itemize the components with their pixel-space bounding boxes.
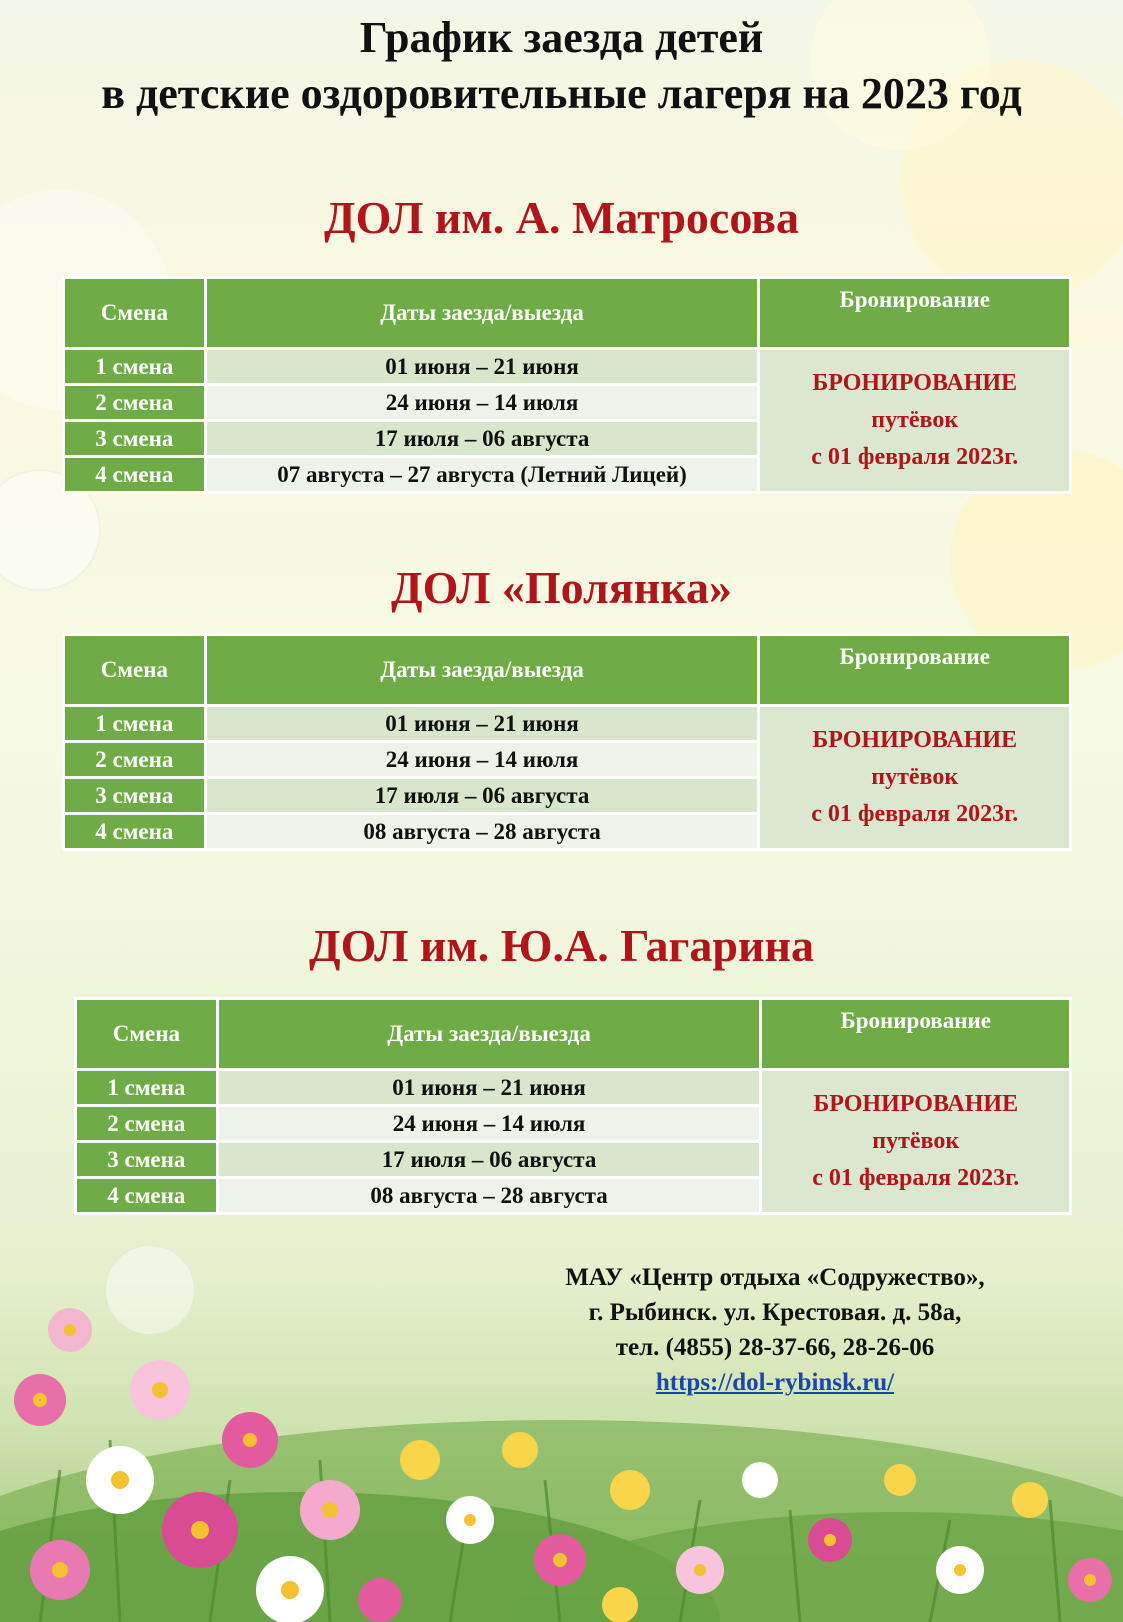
organization-phone: тел. (4855) 28-37-66, 28-26-06 bbox=[615, 1334, 935, 1361]
booking-info-cell bbox=[761, 1070, 1071, 1214]
shift-cell: 3 смена bbox=[76, 1142, 218, 1178]
booking-note-line-2: путёвок bbox=[871, 407, 959, 433]
table-row bbox=[64, 349, 1071, 385]
page-title-line-2: в детские оздоровительные лагеря на 2023 год bbox=[101, 69, 1022, 118]
shift-cell: 4 смена bbox=[64, 457, 206, 493]
column-header-dates: Даты заезда/выезда bbox=[205, 278, 759, 349]
column-header-shift: Смена bbox=[64, 635, 206, 706]
dates-cell: 17 июля – 06 августа bbox=[217, 1142, 761, 1178]
booking-info-cell bbox=[759, 349, 1071, 493]
dates-cell: 01 июня – 21 июня bbox=[205, 349, 759, 385]
camp-title-matrosov: ДОЛ им. А. Матросова bbox=[323, 192, 800, 243]
booking-note-line-3: с 01 февраля 2023г. bbox=[811, 801, 1019, 827]
shift-cell: 1 смена bbox=[64, 349, 206, 385]
schedule-table-matrosov bbox=[62, 276, 1072, 494]
shift-cell: 3 смена bbox=[64, 778, 206, 814]
booking-note-line-1: БРОНИРОВАНИЕ bbox=[812, 370, 1018, 396]
dates-cell: 24 июня – 14 июля bbox=[205, 742, 759, 778]
dates-cell: 01 июня – 21 июня bbox=[217, 1070, 761, 1106]
booking-info-cell bbox=[759, 706, 1071, 850]
shift-cell: 4 смена bbox=[64, 814, 206, 850]
table-row bbox=[64, 706, 1071, 742]
dates-cell: 08 августа – 28 августа bbox=[217, 1178, 761, 1214]
website-link[interactable]: https://dol-rybinsk.ru/ bbox=[655, 1369, 895, 1396]
organization-name: МАУ «Центр отдыха «Содружество», bbox=[565, 1264, 985, 1291]
shift-cell: 2 смена bbox=[76, 1106, 218, 1142]
column-header-booking: Бронирование bbox=[759, 278, 1071, 349]
shift-cell: 4 смена bbox=[76, 1178, 218, 1214]
column-header-shift: Смена bbox=[76, 999, 218, 1070]
camp-title-gagarin: ДОЛ им. Ю.А. Гагарина bbox=[309, 920, 814, 971]
dates-cell: 24 июня – 14 июля bbox=[217, 1106, 761, 1142]
column-header-dates: Даты заезда/выезда bbox=[205, 635, 759, 706]
shift-cell: 2 смена bbox=[64, 742, 206, 778]
schedule-table-gagarin bbox=[74, 997, 1072, 1215]
booking-note-line-2: путёвок bbox=[871, 764, 959, 790]
shift-cell: 2 смена bbox=[64, 385, 206, 421]
contact-block bbox=[515, 1260, 1035, 1400]
booking-note-line-2: путёвок bbox=[872, 1128, 960, 1154]
dates-cell: 07 августа – 27 августа (Летний Лицей) bbox=[205, 457, 759, 493]
column-header-booking: Бронирование bbox=[761, 999, 1071, 1070]
organization-address: г. Рыбинск. ул. Крестовая. д. 58а, bbox=[588, 1299, 962, 1326]
shift-cell: 1 смена bbox=[64, 706, 206, 742]
column-header-dates: Даты заезда/выезда bbox=[217, 999, 761, 1070]
dates-cell: 24 июня – 14 июля bbox=[205, 385, 759, 421]
booking-note-line-3: с 01 февраля 2023г. bbox=[812, 1165, 1020, 1191]
schedule-table-polyanka bbox=[62, 633, 1072, 851]
dates-cell: 17 июля – 06 августа bbox=[205, 778, 759, 814]
page-title-line-1: График заезда детей bbox=[359, 13, 764, 62]
booking-note-line-1: БРОНИРОВАНИЕ bbox=[813, 1091, 1019, 1117]
camp-title-polyanka: ДОЛ «Полянка» bbox=[390, 562, 733, 613]
booking-note-line-3: с 01 февраля 2023г. bbox=[811, 444, 1019, 470]
table-row bbox=[76, 1070, 1071, 1106]
shift-cell: 1 смена bbox=[76, 1070, 218, 1106]
dates-cell: 17 июля – 06 августа bbox=[205, 421, 759, 457]
dates-cell: 08 августа – 28 августа bbox=[205, 814, 759, 850]
dates-cell: 01 июня – 21 июня bbox=[205, 706, 759, 742]
column-header-booking: Бронирование bbox=[759, 635, 1071, 706]
shift-cell: 3 смена bbox=[64, 421, 206, 457]
column-header-shift: Смена bbox=[64, 278, 206, 349]
booking-note-line-1: БРОНИРОВАНИЕ bbox=[812, 727, 1018, 753]
